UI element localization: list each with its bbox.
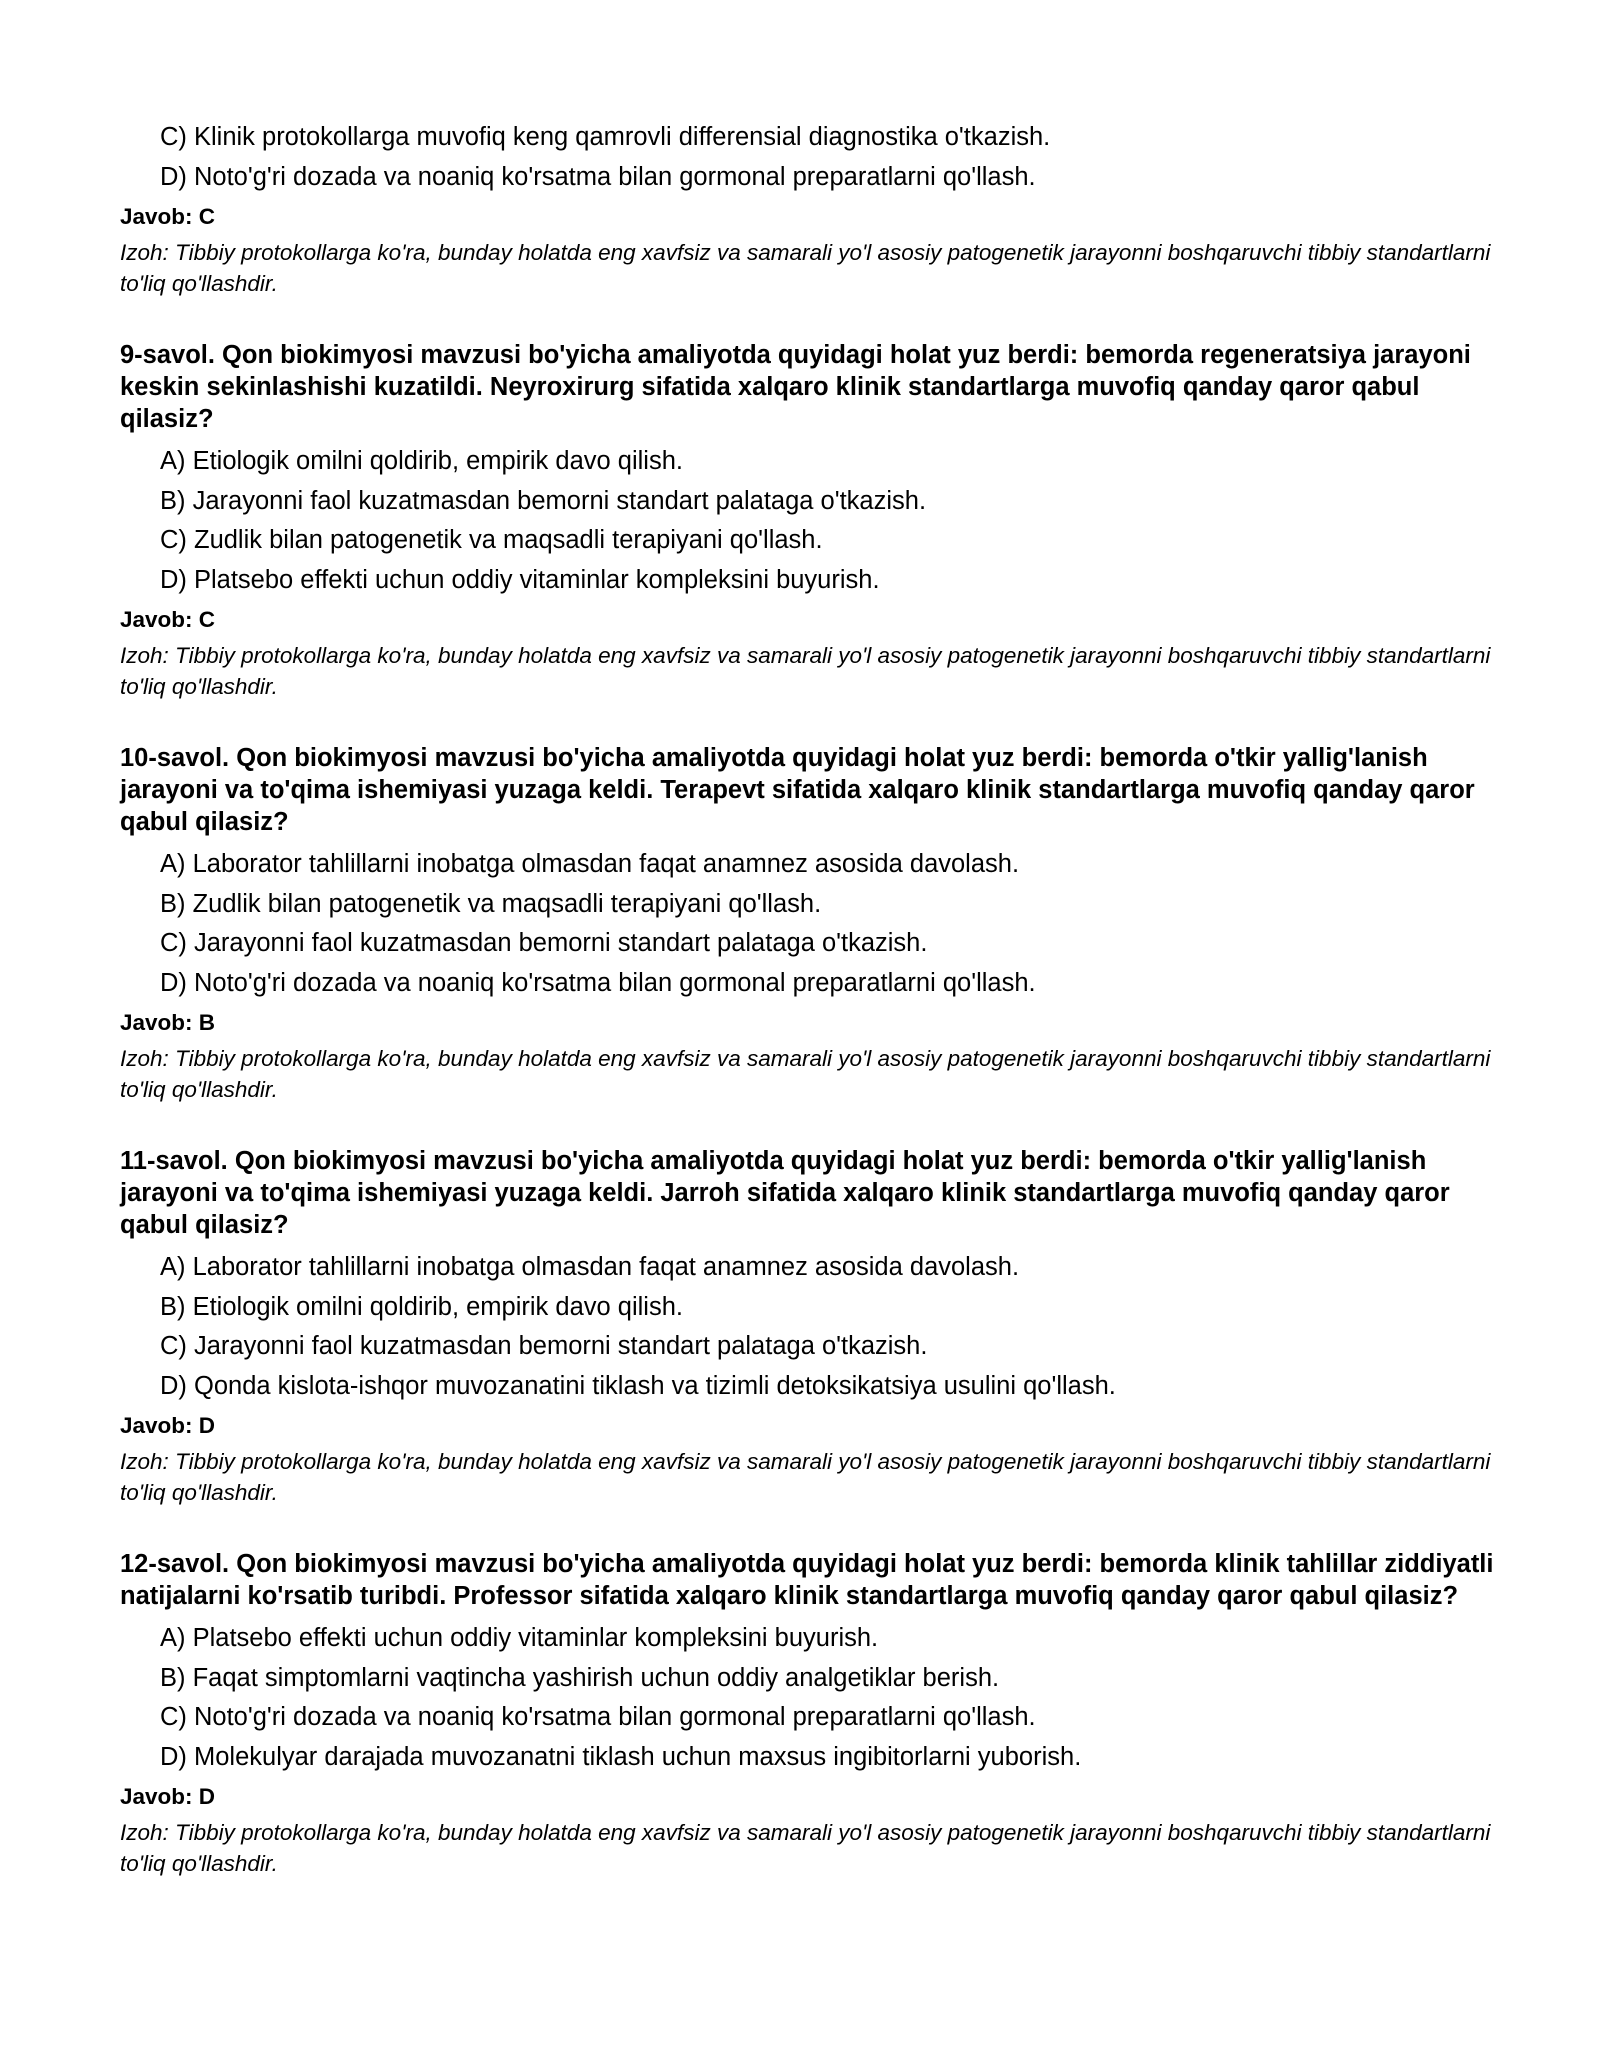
answer-option: D) Qonda kislota-ishqor muvozanatini tiklash va tizimli detoksikatsiya usulini qo'llash.: [160, 1371, 1116, 1400]
question-block-10: [120, 742, 1520, 1105]
explanation-note: Izoh: Tibbiy protokollarga ko'ra, bunday holatda eng xavfsiz va samarali yo'l asosiy patogenetik jarayonni boshqaruvchi tibbiy standartlarni to'liq qo'llashdir.: [120, 240, 1491, 296]
answer-option: A) Etiologik omilni qoldirib, empirik davo qilish.: [160, 447, 683, 475]
answer-option: C) Klinik protokollarga muvofiq keng qamrovli differensial diagnostika o'tkazish.: [160, 123, 1051, 151]
leading-fragment: [120, 118, 1520, 299]
answer-key: Javob: D: [120, 1413, 216, 1438]
answer-option: A) Platsebo effekti uchun oddiy vitaminlar kompleksini buyurish.: [160, 1624, 879, 1652]
answer-option: B) Jarayonni faol kuzatmasdan bemorni standart palataga o'tkazish.: [160, 486, 927, 515]
answer-key: Javob: C: [120, 204, 216, 229]
question-block-12: [120, 1548, 1520, 1879]
answer-option: C) Jarayonni faol kuzatmasdan bemorni standart palataga o'tkazish.: [160, 929, 928, 957]
answer-option: B) Faqat simptomlarni vaqtincha yashirish uchun oddiy analgetiklar berish.: [160, 1663, 1000, 1692]
answer-option: B) Etiologik omilni qoldirib, empirik davo qilish.: [160, 1292, 683, 1321]
answer-option: B) Zudlik bilan patogenetik va maqsadli terapiyani qo'llash.: [160, 889, 822, 918]
document-page: [120, 118, 1520, 1879]
question-block-11: [120, 1145, 1520, 1508]
answer-option: D) Molekulyar darajada muvozanatni tiklash uchun maxsus ingibitorlarni yuborish.: [160, 1742, 1082, 1771]
question-text: 12-savol. Qon biokimyosi mavzusi bo'yicha amaliyotda quyidagi holat yuz berdi: bemorda klinik tahlillar ziddiyatli natijalarni ko'rsatib turibdi. Professor sifatida xalqaro klinik standartlarga muvofiq qanday qaror qabul qilasiz?: [120, 1550, 1494, 1610]
question-text: 11-savol. Qon biokimyosi mavzusi bo'yicha amaliyotda quyidagi holat yuz berdi: bemorda o'tkir yallig'lanish jarayoni va to'qima ishemiyasi yuzaga keldi. Jarroh sifatida xalqaro klinik standartlarga muvofiq qanday qaror qabul qilasiz?: [120, 1147, 1450, 1239]
explanation-note: Izoh: Tibbiy protokollarga ko'ra, bunday holatda eng xavfsiz va samarali yo'l asosiy patogenetik jarayonni boshqaruvchi tibbiy standartlarni to'liq qo'llashdir.: [120, 1449, 1491, 1505]
answer-option: A) Laborator tahlillarni inobatga olmasdan faqat anamnez asosida davolash.: [160, 1253, 1020, 1281]
question-block-9: [120, 339, 1520, 702]
question-text: 9-savol. Qon biokimyosi mavzusi bo'yicha amaliyotda quyidagi holat yuz berdi: bemorda regeneratsiya jarayoni keskin sekinlashishi kuzatildi. Neyroxirurg sifatida xalqaro klinik standartlarga muvofiq qanday qaror qabul qilasiz?: [120, 341, 1471, 433]
answer-key: Javob: C: [120, 607, 216, 632]
answer-key: Javob: D: [120, 1784, 216, 1809]
question-text: 10-savol. Qon biokimyosi mavzusi bo'yicha amaliyotda quyidagi holat yuz berdi: bemorda o'tkir yallig'lanish jarayoni va to'qima ishemiyasi yuzaga keldi. Terapevt sifatida xalqaro klinik standartlarga muvofiq qanday qaror qabul qilasiz?: [120, 744, 1475, 836]
answer-option: D) Platsebo effekti uchun oddiy vitaminlar kompleksini buyurish.: [160, 565, 880, 594]
explanation-note: Izoh: Tibbiy protokollarga ko'ra, bunday holatda eng xavfsiz va samarali yo'l asosiy patogenetik jarayonni boshqaruvchi tibbiy standartlarni to'liq qo'llashdir.: [120, 1046, 1491, 1102]
explanation-note: Izoh: Tibbiy protokollarga ko'ra, bunday holatda eng xavfsiz va samarali yo'l asosiy patogenetik jarayonni boshqaruvchi tibbiy standartlarni to'liq qo'llashdir.: [120, 643, 1491, 699]
answer-option: C) Jarayonni faol kuzatmasdan bemorni standart palataga o'tkazish.: [160, 1332, 928, 1360]
answer-option: D) Noto'g'ri dozada va noaniq ko'rsatma bilan gormonal preparatlarni qo'llash.: [160, 968, 1036, 997]
answer-option: A) Laborator tahlillarni inobatga olmasdan faqat anamnez asosida davolash.: [160, 850, 1020, 878]
answer-key: Javob: B: [120, 1010, 216, 1035]
answer-option: C) Noto'g'ri dozada va noaniq ko'rsatma bilan gormonal preparatlarni qo'llash.: [160, 1703, 1036, 1731]
answer-option: C) Zudlik bilan patogenetik va maqsadli terapiyani qo'llash.: [160, 526, 823, 554]
explanation-note: Izoh: Tibbiy protokollarga ko'ra, bunday holatda eng xavfsiz va samarali yo'l asosiy patogenetik jarayonni boshqaruvchi tibbiy standartlarni to'liq qo'llashdir.: [120, 1820, 1491, 1876]
answer-option: D) Noto'g'ri dozada va noaniq ko'rsatma bilan gormonal preparatlarni qo'llash.: [160, 162, 1036, 191]
